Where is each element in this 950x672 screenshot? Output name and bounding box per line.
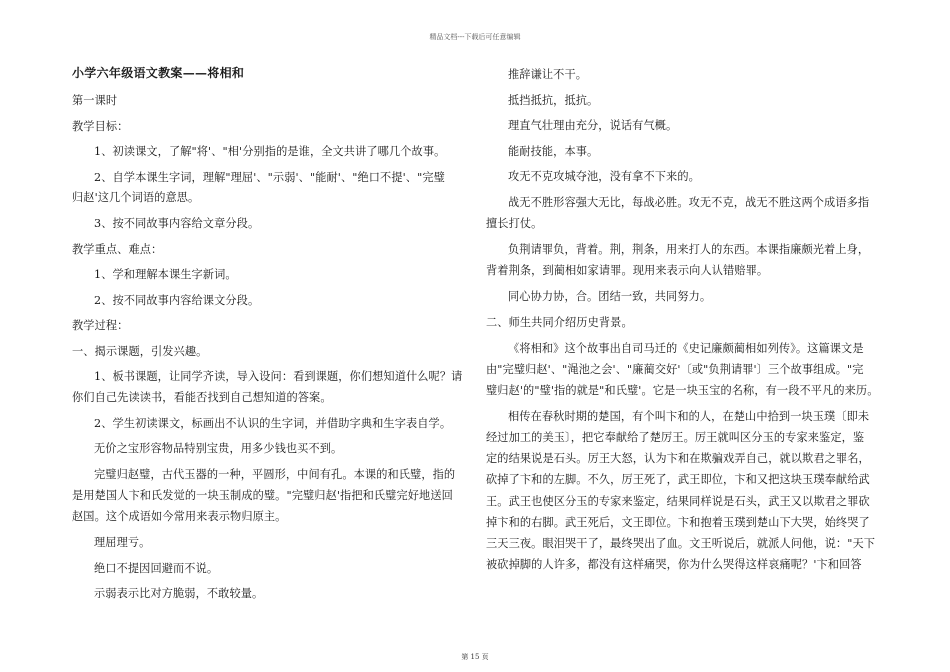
paragraph-line: 赵国。这个成语如今常用来表示物归原主。 (72, 510, 287, 523)
paragraph-line: 砍掉了卞和的左脚。不久，厉王死了，武王即位，卞和又把这块玉璞奉献给武 (486, 473, 870, 486)
paragraph-line: 被砍掉脚的人许多，都没有这样痛哭，你为什么哭得这样哀痛呢？'卞和回答 (486, 558, 862, 571)
section-heading-process: 教学过程： (72, 319, 129, 332)
step-heading: 二、师生共同介绍历史背景。 (486, 316, 633, 329)
paragraph-line: 绝口不提因回避而不说。 (94, 562, 219, 575)
paragraph-line: 2、自学本课生字词，理解"理屈'、"示弱'、"能耐'、"绝口不提'、"完璧 (94, 171, 445, 184)
paragraph-line: 示弱表示比对方脆弱，不敢较量。 (94, 587, 264, 600)
paragraph-line: 无价之宝形容物品特别宝贵，用多少钱也买不到。 (94, 442, 343, 455)
paragraph-line: 三天三夜。眼泪哭干了，最终哭出了血。文王听说后，就派人问他，说："天下 (486, 537, 876, 550)
paragraph-line: 相传在春秋时期的楚国，有个叫卞和的人，在楚山中拾到一块玉璞〔即未 (508, 410, 870, 423)
paragraph-line: 理直气壮理由充分，说话有气概。 (508, 119, 678, 132)
paragraph-line: 定的结果说是石头。厉王大怒，认为卞和在欺骗戏弄自己，就以欺君之罪名， (486, 452, 870, 465)
section-heading-key-points: 教学重点、难点： (72, 243, 163, 256)
paragraph-line: 你们自己先读读书，看能否找到自己想知道的答案。 (72, 391, 332, 404)
paragraph-line: 2、学生初读课文，标画出不认识的生字词，并借助字典和生字表自学。 (94, 417, 452, 430)
paragraph-line: 同心协力协，合。团结一致，共同努力。 (508, 290, 712, 303)
paragraph-line: 负荆请罪负，背着。荆，荆条，用来打人的东西。本课指廉颇光着上身， (508, 243, 870, 256)
paragraph-line: 由"完璧归赵'、"渑池之会'、"廉蔺交好'〔或"负荆请罪'〕三个故事组成。"完 (486, 363, 864, 376)
paragraph-line: 攻无不克攻城夺池，没有拿不下来的。 (508, 170, 700, 183)
document-title: 小学六年级语文教案——将相和 (72, 66, 245, 80)
paragraph-line: 能耐技能，本事。 (508, 145, 599, 158)
page-number: 第 15 页 (461, 653, 489, 661)
paragraph-line: 王。武王也使区分玉的专家来鉴定，结果同样说是石头，武王又以欺君之罪砍 (486, 495, 870, 508)
paragraph-line: 推辞谦让不干。 (508, 68, 588, 81)
paragraph-line: 背着荆条，到蔺相如家请罪。现用来表示向人认错赔罪。 (486, 264, 769, 277)
paragraph-line: 是用楚国人卞和氏发觉的一块玉制成的璧。"完璧归赵'指把和氏璧完好地送回 (72, 489, 453, 502)
paragraph-line: 擅长打仗。 (486, 217, 543, 230)
paragraph-line: 理屈理亏。 (94, 536, 151, 549)
paragraph-line: 1、板书课题，让同学齐读，导入设问：看到课题，你们想知道什么呢？请 (94, 370, 463, 383)
paragraph-line: 《将相和》这个故事出自司马迁的《史记廉颇蔺相如列传》。这篇课文是 (508, 342, 864, 355)
paragraph-line: 璧归赵'的"璧'指的就是"和氏璧'。它是一块玉宝的名称，有一段不平凡的来历。 (486, 384, 879, 397)
paragraph-line: 抵挡抵抗，抵抗。 (508, 94, 599, 107)
paragraph-line: 完璧归赵璧，古代玉器的一种，平圆形，中间有孔。本课的和氏璧，指的 (94, 468, 456, 481)
paragraph-line: 1、初读课文，了解"将'、"相'分别指的是谁，全文共讲了哪几个故事。 (94, 145, 446, 158)
page-header: 精品文档---下载后可任意编辑 (429, 33, 521, 41)
lesson-heading: 第一课时 (72, 94, 118, 107)
paragraph-line: 战无不胜形容强大无比，每战必胜。攻无不克，战无不胜这两个成语多指 (508, 196, 870, 209)
paragraph-line: 掉卞和的右脚。武王死后，文王即位。卞和抱着玉璞到楚山下大哭，始终哭了 (486, 516, 870, 529)
paragraph-line: 3、按不同故事内容给文章分段。 (94, 217, 260, 230)
paragraph-line: 归赵'这几个词语的意思。 (72, 191, 200, 204)
section-heading-goals: 教学目标： (72, 120, 129, 133)
paragraph-line: 1、学和理解本课生字新词。 (94, 268, 237, 281)
paragraph-line: 2、按不同故事内容给课文分段。 (94, 294, 260, 307)
step-heading: 一、揭示课题，引发兴趣。 (72, 345, 208, 358)
paragraph-line: 经过加工的美玉〕，把它奉献给了楚厉王。厉王就叫区分玉的专家来鉴定，鉴 (486, 431, 865, 444)
